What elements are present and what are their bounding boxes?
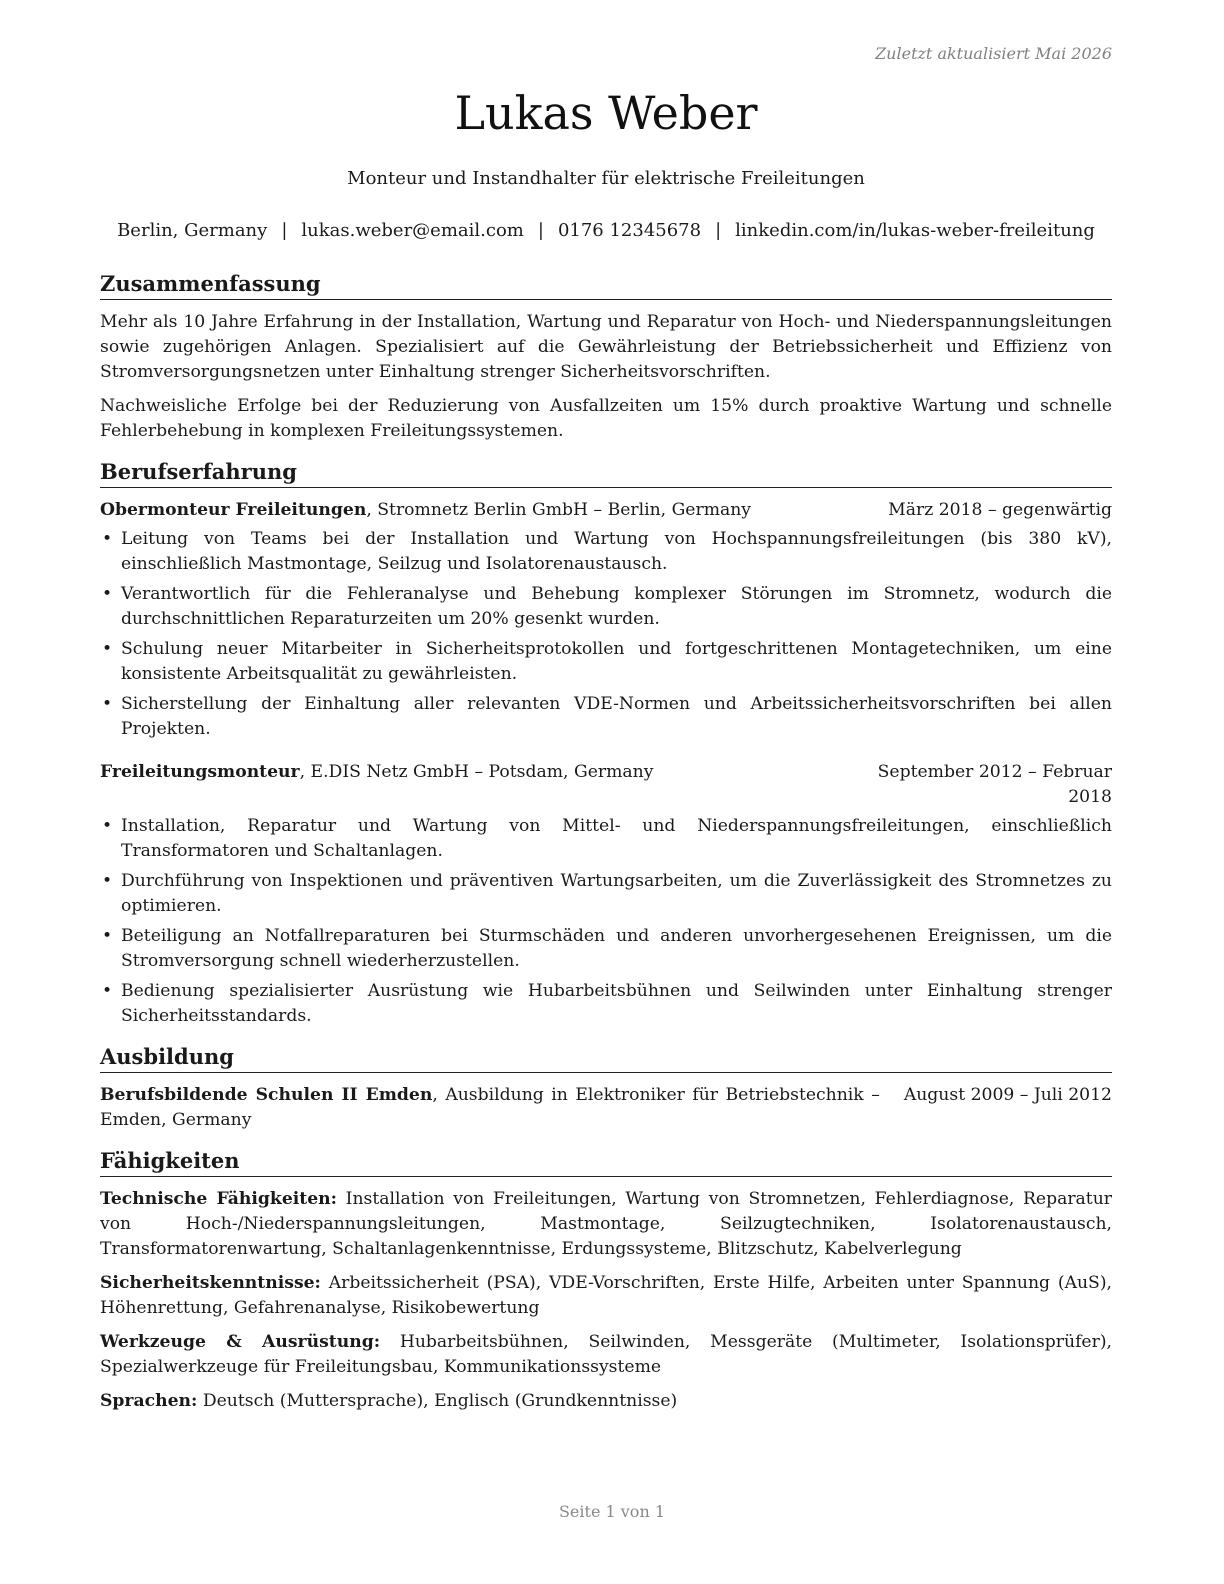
contact-email[interactable]: lukas.weber@email.com <box>301 220 524 241</box>
job-company: , Stromnetz Berlin GmbH – Berlin, Germany <box>366 500 752 520</box>
headline: Monteur und Instandhalter für elektrische Freileitungen <box>347 168 865 189</box>
job-title: Freileitungsmonteur <box>100 762 300 782</box>
bullet-text: Verantwortlich für die Fehleranalyse und Behebung komplexer Störungen im Stromnetz, wodurch die durchschnittlichen Reparaturzeiten um 20% gesenkt wurden. <box>121 584 1112 629</box>
list-item <box>100 582 1112 632</box>
list-item <box>100 527 1112 577</box>
job-header <box>100 760 1112 810</box>
job-entry <box>100 760 1112 1029</box>
list-item <box>100 637 1112 687</box>
job-dates: März 2018 – gegenwärtig <box>888 500 1112 520</box>
contact-separator: | <box>281 220 288 241</box>
contact-location: Berlin, Germany <box>117 220 268 241</box>
skills-section <box>100 1147 1112 1414</box>
summary-paragraph: Nachweisliche Erfolge bei der Reduzierung von Ausfallzeiten um 15% durch proaktive Wartung und schnelle Fehlerbehebung in komplexen Freileitungssystemen. <box>100 396 1112 441</box>
page-footer: Seite 1 von 1 <box>558 1502 666 1521</box>
education-section <box>100 1043 1112 1133</box>
bullet-icon: • <box>102 639 113 659</box>
bullet-icon: • <box>102 584 113 604</box>
bullet-icon: • <box>102 871 113 891</box>
job-bullets <box>100 814 1112 1029</box>
job-header <box>100 498 1112 523</box>
job-entry <box>100 498 1112 742</box>
bullet-icon: • <box>102 694 113 714</box>
contact-line <box>70 220 1142 241</box>
list-item <box>100 692 1112 742</box>
school-name: Berufsbildende Schulen II Emden <box>100 1085 433 1105</box>
bullet-text: Installation, Reparatur und Wartung von Mittel- und Niederspannungsfreileitungen, einschließlich Transformatoren und Schaltanlagen. <box>121 816 1112 861</box>
education-entry <box>100 1083 1112 1133</box>
summary-section <box>100 270 1112 444</box>
skill-line <box>100 1187 1112 1262</box>
list-item <box>100 924 1112 974</box>
section-heading: Zusammenfassung <box>100 270 1112 300</box>
section-heading: Ausbildung <box>100 1043 1112 1073</box>
last-updated: Zuletzt aktualisiert Mai 2026 <box>875 44 1112 63</box>
bullet-icon: • <box>102 926 113 946</box>
bullet-text: Schulung neuer Mitarbeiter in Sicherheitsprotokollen und fortgeschrittenen Montagetechniken, um eine konsistente Arbeitsqualität zu gewährleisten. <box>121 639 1112 684</box>
skill-text: Deutsch (Muttersprache), Englisch (Grundkenntnisse) <box>197 1391 678 1411</box>
list-item <box>100 814 1112 864</box>
job-title: Obermonteur Freileitungen <box>100 500 367 520</box>
bullet-text: Beteiligung an Notfallreparaturen bei Sturmschäden und anderen unvorhergesehenen Ereignissen, um die Stromversorgung schnell wiederherzustellen. <box>121 926 1112 971</box>
bullet-text: Leitung von Teams bei der Installation und Wartung von Hochspannungsfreileitungen (bis 380 kV), einschließlich Mastmontage, Seilzug und Isolatorenaustausch. <box>121 529 1112 574</box>
skill-text: Installation von Freileitungen, Wartung von Stromnetzen, Fehlerdiagnose, Reparatur von Hoch-/Niederspannungsleitungen, Mastmontage, Seilzugtechniken, Isolatorenaustausch, Transformatorenwartung, Schaltanlagenkenntnisse, Erdungssysteme, Blitzschutz, Kabelverlegung <box>100 1189 1112 1259</box>
bullet-icon: • <box>102 529 113 549</box>
skill-label: Werkzeuge & Ausrüstung: <box>100 1332 381 1352</box>
resume-content <box>100 270 1112 1428</box>
bullet-text: Bedienung spezialisierter Ausrüstung wie Hubarbeitsbühnen und Seilwinden unter Einhaltung strenger Sicherheitsstandards. <box>121 981 1112 1026</box>
experience-section <box>100 458 1112 1029</box>
contact-separator: | <box>537 220 544 241</box>
job-dates: September 2012 – Februar 2018 <box>877 762 1112 807</box>
contact-separator: | <box>715 220 722 241</box>
skill-line <box>100 1389 1112 1414</box>
candidate-name: Lukas Weber <box>454 86 758 140</box>
skill-label: Sprachen: <box>100 1391 198 1411</box>
job-company: , E.DIS Netz GmbH – Potsdam, Germany <box>299 762 654 782</box>
skill-line <box>100 1330 1112 1380</box>
skill-label: Sicherheitskenntnisse: <box>100 1273 321 1293</box>
skill-text: Arbeitssicherheit (PSA), VDE-Vorschriften, Erste Hilfe, Arbeiten unter Spannung (AuS), Höhenrettung, Gefahrenanalyse, Risikobewertung <box>100 1273 1112 1318</box>
contact-phone[interactable]: 0176 12345678 <box>557 220 702 241</box>
contact-linkedin[interactable]: linkedin.com/in/lukas-weber-freileitung <box>735 220 1095 241</box>
bullet-icon: • <box>102 981 113 1001</box>
skill-text: Hubarbeitsbühnen, Seilwinden, Messgeräte (Multimeter, Isolationsprüfer), Spezialwerkzeuge für Freileitungsbau, Kommunikationssysteme <box>100 1332 1112 1377</box>
summary-paragraph: Mehr als 10 Jahre Erfahrung in der Installation, Wartung und Reparatur von Hoch- und Niederspannungsleitungen sowie zugehörigen Anlagen. Spezialisiert auf die Gewährleistung der Betriebssicherheit und Effizienz von Stromversorgungsnetzen unter Einhaltung strenger Sicherheitsvorschriften. <box>100 312 1112 382</box>
bullet-icon: • <box>102 816 113 836</box>
section-heading: Fähigkeiten <box>100 1147 1112 1177</box>
education-details: , Ausbildung in Elektroniker für Betriebstechnik – Emden, Germany <box>100 1085 880 1130</box>
skill-label: Technische Fähigkeiten: <box>100 1189 338 1209</box>
education-dates: August 2009 – Juli 2012 <box>903 1085 1112 1105</box>
section-heading: Berufserfahrung <box>100 458 1112 488</box>
skill-line <box>100 1271 1112 1321</box>
bullet-text: Sicherstellung der Einhaltung aller relevanten VDE-Normen und Arbeitssicherheitsvorschriften bei allen Projekten. <box>121 694 1112 739</box>
list-item <box>100 979 1112 1029</box>
job-bullets <box>100 527 1112 742</box>
bullet-text: Durchführung von Inspektionen und präventiven Wartungsarbeiten, um die Zuverlässigkeit des Stromnetzes zu optimieren. <box>121 871 1112 916</box>
list-item <box>100 869 1112 919</box>
